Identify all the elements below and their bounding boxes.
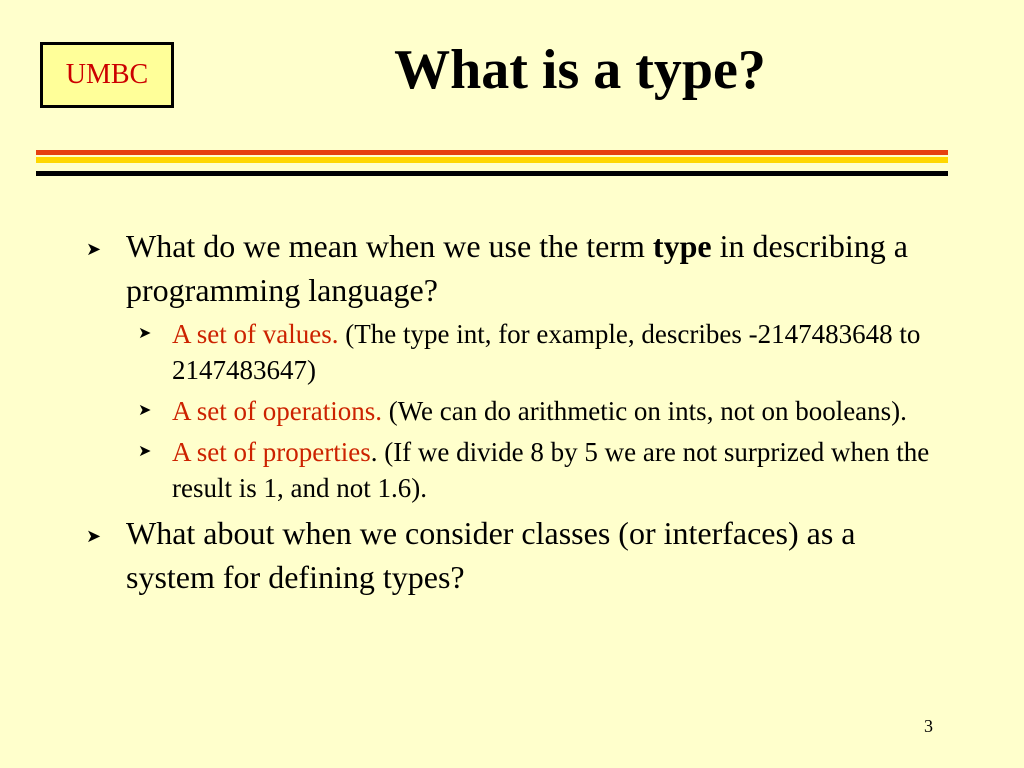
bullet-bold-term: type [652,228,712,264]
sub-bullet-text: . (If we divide 8 by 5 we are not surprized when the result is 1, and not 1.6). [172,437,930,503]
chevron-right-icon: ➤ [138,443,152,460]
page-number: 3 [924,716,933,736]
chevron-right-icon: ➤ [86,239,102,259]
sub-bullet-item [86,393,936,429]
bullet-text: What do we mean when we use the term [126,228,653,264]
logo-text: UMBC [65,59,149,90]
divider-black [36,171,948,176]
bullet-item [86,511,936,599]
slide-title: What is a type? [394,39,766,101]
sub-bullet-text: (We can do arithmetic on ints, not on booleans). [381,396,907,426]
sub-bullet-highlight: A set of values. [172,319,339,349]
bullet-text: What about when we consider classes (or interfaces) as a system for defining types? [126,515,856,595]
bullet-list [86,224,936,601]
sub-bullet-item [86,434,936,506]
divider-yellow [36,157,948,163]
bullet-text: in describing a programming language? [126,228,908,308]
sub-bullet-item [86,316,936,388]
umbc-logo [40,42,174,108]
sub-bullet-highlight: A set of operations. [172,396,382,426]
chevron-right-icon: ➤ [138,402,152,419]
bullet-item [86,224,936,312]
chevron-right-icon: ➤ [86,526,102,546]
sub-bullet-highlight: A set of properties [172,437,371,467]
chevron-right-icon: ➤ [138,325,152,342]
sub-bullet-text: (The type int, for example, describes -2147483648 to 2147483647) [172,319,921,385]
divider-red [36,150,948,155]
